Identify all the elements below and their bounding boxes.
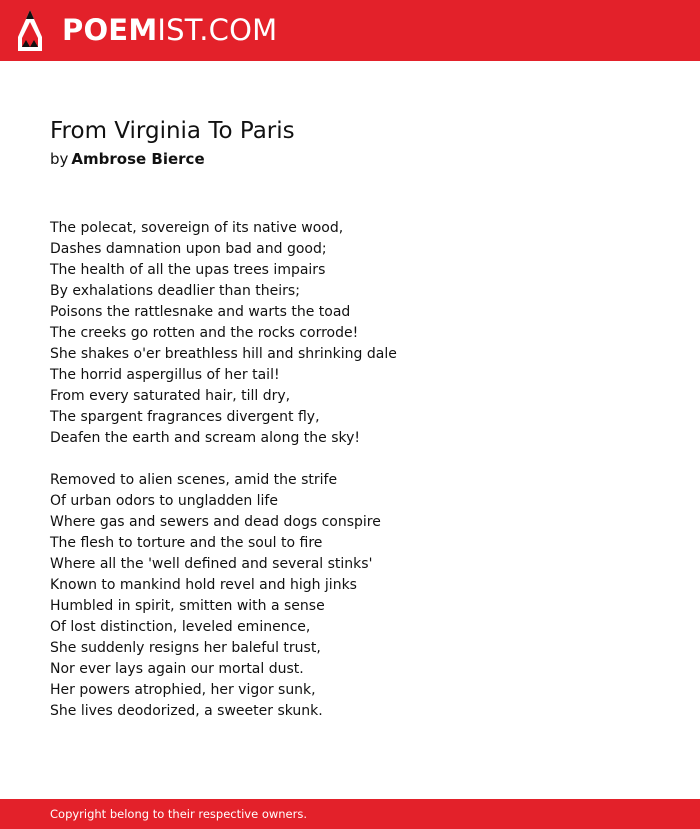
poem-line: Known to mankind hold revel and high jinks (50, 577, 357, 593)
poem-line: Of urban odors to ungladden life (50, 493, 278, 509)
site-footer (0, 799, 700, 829)
poem-body (50, 218, 650, 743)
poem-line: Where all the 'well defined and several stinks' (50, 556, 373, 572)
poem-line: The spargent fragrances divergent fly, (50, 409, 320, 425)
copyright-text: Copyright belong to their respective owners. (50, 807, 308, 821)
site-header (0, 0, 700, 61)
stanza (50, 218, 650, 449)
poem-line: The health of all the upas trees impairs (50, 262, 326, 278)
poem-line: By exhalations deadlier than theirs; (50, 283, 300, 299)
poem-line: The creeks go rotten and the rocks corrode! (50, 325, 359, 341)
poem-line: Poisons the rattlesnake and warts the toad (50, 304, 351, 320)
poem-line: The horrid aspergillus of her tail! (50, 367, 280, 383)
poem-line: Where gas and sewers and dead dogs conspire (50, 514, 381, 530)
poem-line: Her powers atrophied, her vigor sunk, (50, 682, 316, 698)
poem-line: Nor ever lays again our mortal dust. (50, 661, 304, 677)
site-logo-link[interactable] (62, 12, 277, 48)
poem-line: Humbled in spirit, smitten with a sense (50, 598, 325, 614)
poem-line: She lives deodorized, a sweeter skunk. (50, 703, 323, 719)
poem-line: Removed to alien scenes, amid the strife (50, 472, 338, 488)
poem-line: The flesh to torture and the soul to fire (50, 535, 323, 551)
byline (50, 148, 205, 170)
logo-text-light: IST.COM (157, 13, 278, 47)
stanza (50, 470, 650, 722)
poem-line: Of lost distinction, leveled eminence, (50, 619, 311, 635)
poem-line: From every saturated hair, till dry, (50, 388, 291, 404)
poem-line: Dashes damnation upon bad and good; (50, 241, 327, 257)
pencil-icon[interactable] (18, 10, 42, 51)
poem-title: From Virginia To Paris (50, 118, 295, 144)
poem-line: Deafen the earth and scream along the sky! (50, 430, 361, 446)
poem-line: She shakes o'er breathless hill and shrinking dale (50, 346, 397, 362)
poem-line: She suddenly resigns her baleful trust, (50, 640, 321, 656)
logo-text-bold: POEM (62, 13, 158, 47)
byline-label: by (50, 150, 69, 168)
poem-line: The polecat, sovereign of its native wood, (50, 220, 344, 236)
author-name: Ambrose Bierce (71, 150, 205, 168)
